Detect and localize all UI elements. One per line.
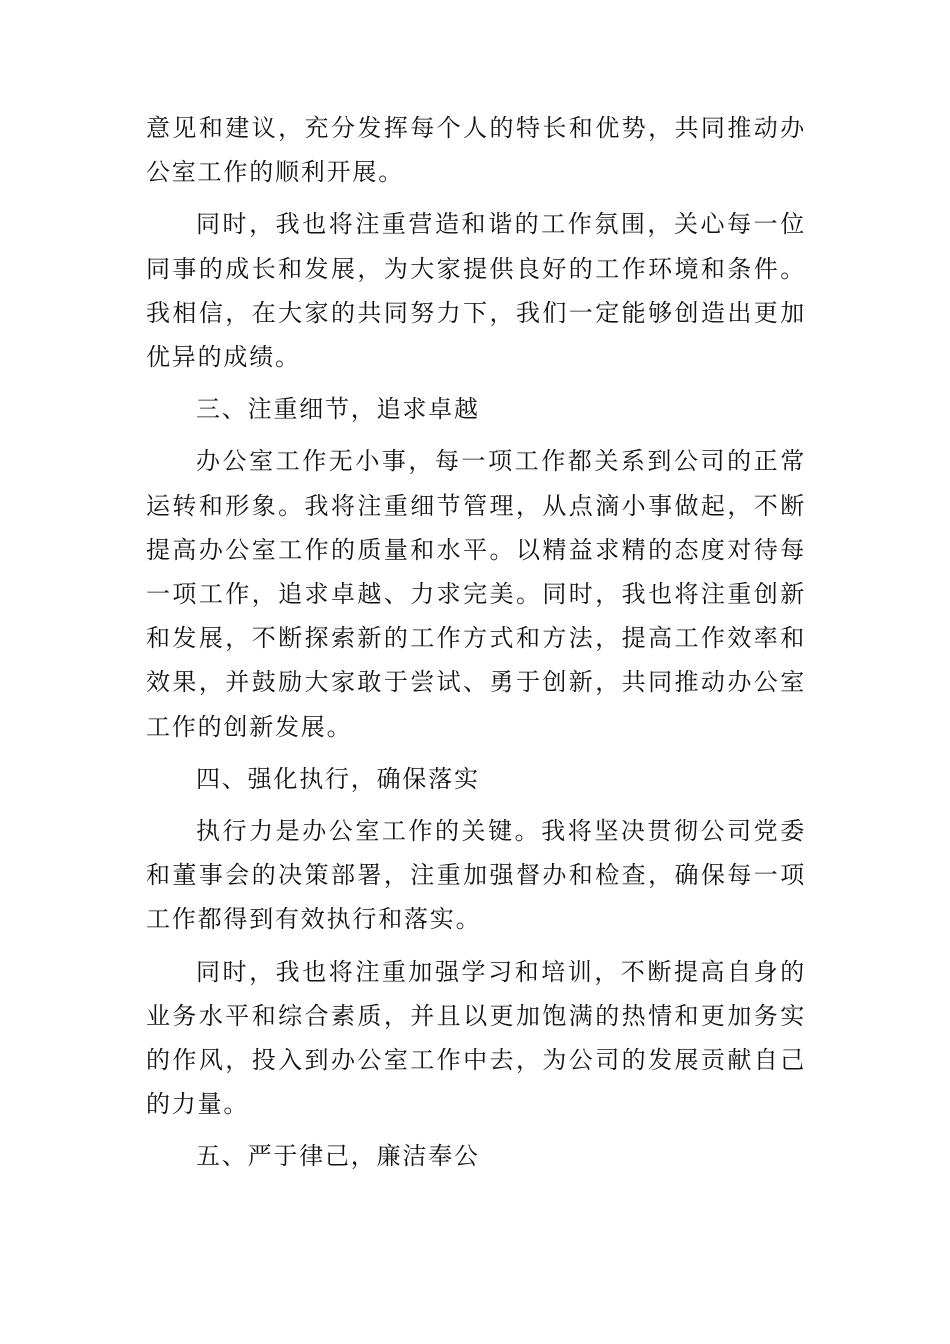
- section-heading-3: 三、注重细节，追求卓越: [196, 395, 480, 424]
- document-page: [146, 106, 806, 1187]
- paragraph-harmony: 同时，我也将注重营造和谐的工作氛围，关心每一位同事的成长和发展，为大家提供良好的工作环境和条件。我相信，在大家的共同努力下，我们一定能够创造出更加优异的成绩。: [146, 210, 806, 372]
- paragraph-execution: 执行力是办公室工作的关键。我将坚决贯彻公司党委和董事会的决策部署，注重加强督办和检查，确保每一项工作都得到有效执行和落实。: [146, 817, 806, 934]
- section-heading-5: 五、严于律己，廉洁奉公: [196, 1142, 480, 1171]
- section-heading-4: 四、强化执行，确保落实: [196, 764, 480, 793]
- paragraph-details: 办公室工作无小事，每一项工作都关系到公司的正常运转和形象。我将注重细节管理，从点滴小事做起，不断提高办公室工作的质量和水平。以精益求精的态度对待每一项工作，追求卓越、力求完美。同时，我也将注重创新和发展，不断探索新的工作方式和方法，提高工作效率和效果，并鼓励大家敢于尝试、勇于创新，共同推动办公室工作的创新发展。: [146, 447, 806, 741]
- paragraph-continued: 意见和建议，充分发挥每个人的特长和优势，共同推动办公室工作的顺利开展。: [146, 114, 806, 187]
- paragraph-learning: 同时，我也将注重加强学习和培训，不断提高自身的业务水平和综合素质，并且以更加饱满的热情和更加务实的作风，投入到办公室工作中去，为公司的发展贡献自己的力量。: [146, 957, 806, 1119]
